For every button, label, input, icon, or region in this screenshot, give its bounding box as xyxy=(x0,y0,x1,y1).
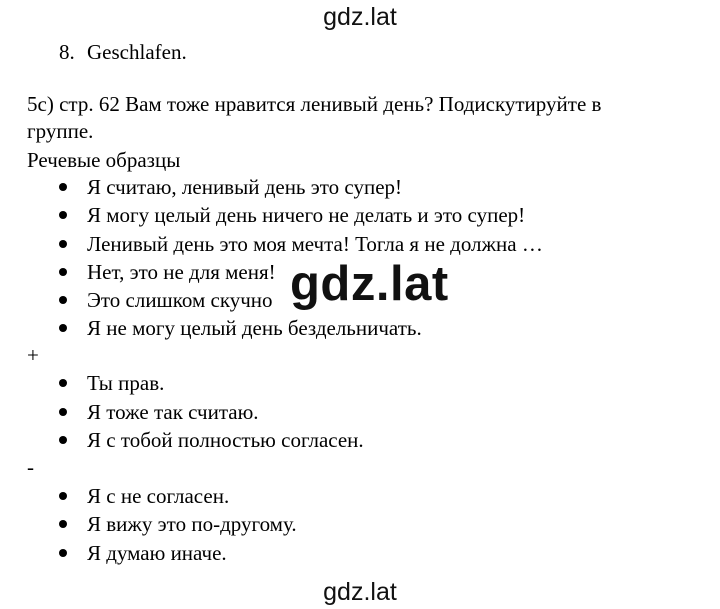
watermark-top: gdz.lat xyxy=(323,3,397,31)
minus-sign: - xyxy=(27,455,34,479)
bullet-icon xyxy=(59,520,67,528)
bullet-icon xyxy=(59,296,67,304)
item-text: Geschlafen. xyxy=(87,40,187,64)
bullet-icon xyxy=(59,492,67,500)
watermark-bottom: gdz.lat xyxy=(323,578,397,606)
bullet-icon xyxy=(59,324,67,332)
task-line-2: группе. xyxy=(27,119,94,143)
item-number: 8. xyxy=(59,40,75,64)
bullet-icon xyxy=(59,211,67,219)
plus-sign: + xyxy=(27,343,39,367)
numbered-item xyxy=(59,40,187,65)
bullet-icon xyxy=(59,408,67,416)
task-line-1: 5c) стр. 62 Вам тоже нравится ленивый день? Подискутируйте в xyxy=(27,92,602,116)
bullet-icon xyxy=(59,183,67,191)
bullet-icon xyxy=(59,379,67,387)
bullet-icon xyxy=(59,436,67,444)
bullet-icon xyxy=(59,268,67,276)
bullet-icon xyxy=(59,549,67,557)
subheading: Речевые образцы xyxy=(27,148,181,172)
bullet-icon xyxy=(59,240,67,248)
watermark-middle: gdz.lat xyxy=(290,257,449,311)
